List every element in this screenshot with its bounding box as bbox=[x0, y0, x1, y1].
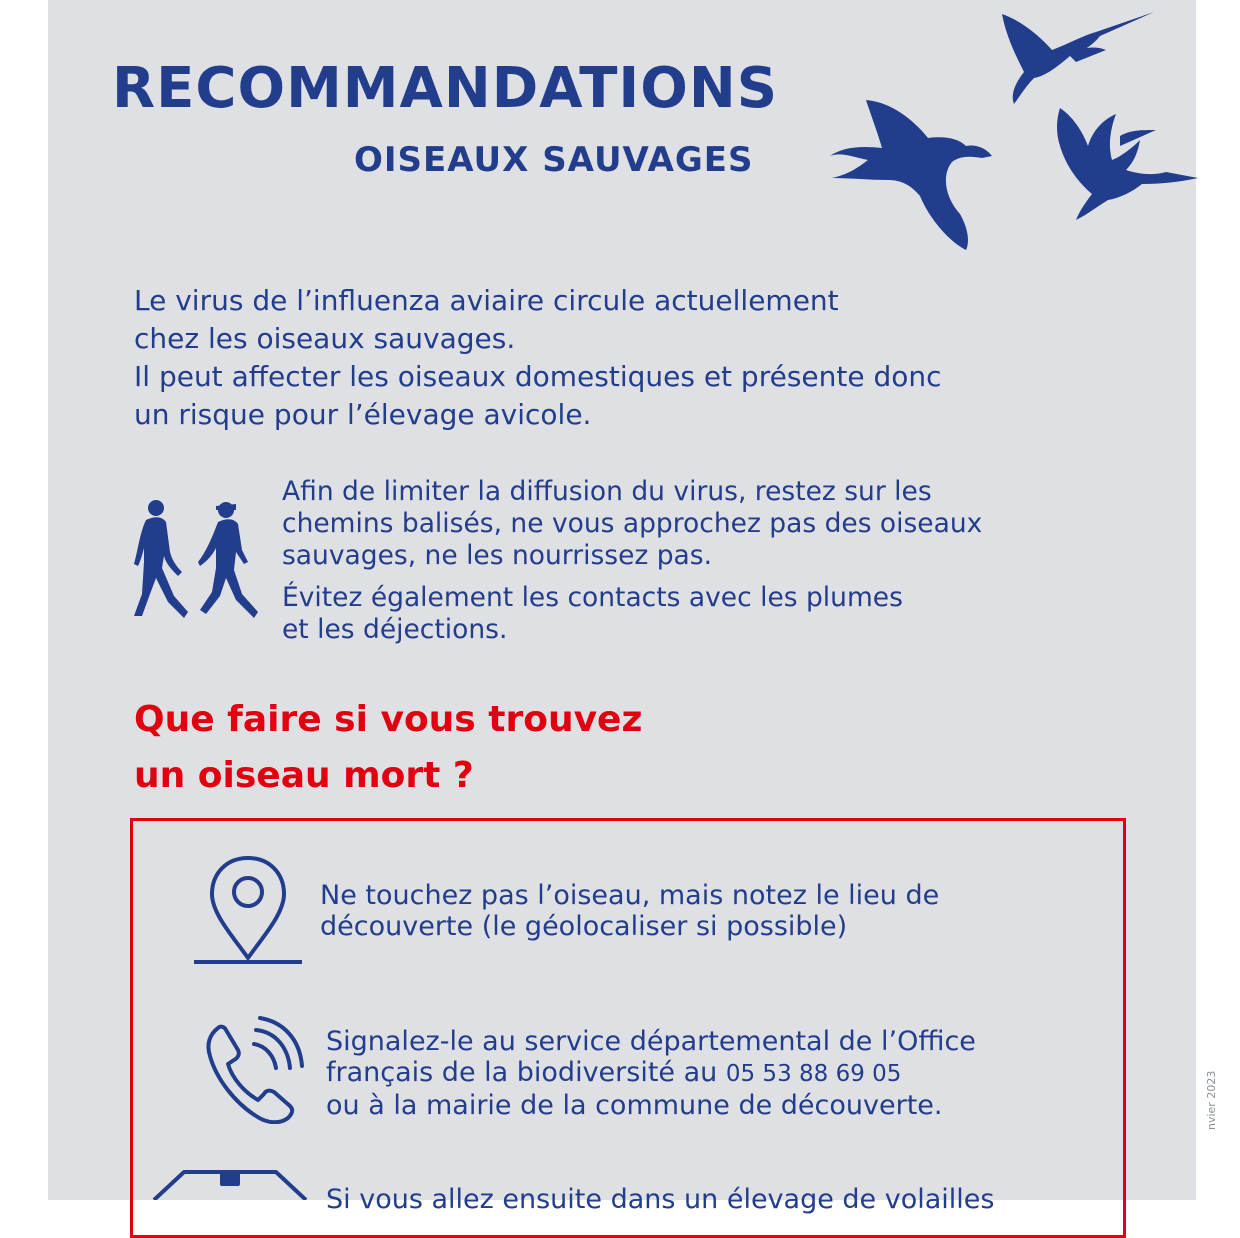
advice-line: et les déjections. bbox=[282, 614, 508, 645]
advice-line: chemins balisés, ne vous approchez pas des oiseaux bbox=[282, 508, 983, 539]
flying-birds-icon bbox=[820, 6, 1210, 256]
advice-line: sauvages, ne les nourrissez pas. bbox=[282, 540, 712, 571]
phone-call-icon bbox=[204, 1016, 304, 1124]
intro-text bbox=[134, 282, 1094, 434]
step-2-prefix: français de la biodiversité au bbox=[326, 1057, 726, 1088]
step-2-line: Signalez-le au service départemental de l’Office bbox=[326, 1026, 976, 1057]
intro-line: un risque pour l’élevage avicole. bbox=[134, 398, 592, 431]
advice-line: Évitez également les contacts avec les plumes bbox=[282, 582, 903, 613]
step-1-text bbox=[320, 880, 939, 942]
question-line: Que faire si vous trouvez bbox=[134, 699, 643, 740]
advice-text bbox=[282, 476, 1102, 646]
step-1-line: découverte (le géolocaliser si possible) bbox=[320, 911, 848, 942]
step-2-line bbox=[326, 1057, 976, 1090]
step-1-line: Ne touchez pas l’oiseau, mais notez le lieu de bbox=[320, 880, 940, 911]
intro-line: chez les oiseaux sauvages. bbox=[134, 322, 516, 355]
page-subtitle: OISEAUX SAUVAGES bbox=[354, 140, 754, 180]
question-line: un oiseau mort ? bbox=[134, 755, 474, 796]
farm-building-icon bbox=[150, 1166, 310, 1200]
step-2-line: ou à la mairie de la commune de découverte. bbox=[326, 1090, 943, 1121]
page-title: RECOMMANDATIONS bbox=[112, 56, 779, 121]
walking-people-icon bbox=[130, 498, 264, 620]
side-date-note: nvier 2023 bbox=[1205, 1070, 1218, 1130]
phone-number[interactable]: 05 53 88 69 05 bbox=[725, 1061, 902, 1087]
intro-line: Le virus de l’influenza aviaire circule actuellement bbox=[134, 284, 839, 317]
intro-line: Il peut affecter les oiseaux domestiques et présente donc bbox=[134, 360, 942, 393]
location-pin-icon bbox=[192, 852, 304, 966]
step-3-text: Si vous allez ensuite dans un élevage de volailles bbox=[326, 1184, 995, 1215]
advice-line: Afin de limiter la diffusion du virus, restez sur les bbox=[282, 476, 932, 507]
dead-bird-question bbox=[134, 692, 642, 804]
step-2-text bbox=[326, 1026, 976, 1121]
